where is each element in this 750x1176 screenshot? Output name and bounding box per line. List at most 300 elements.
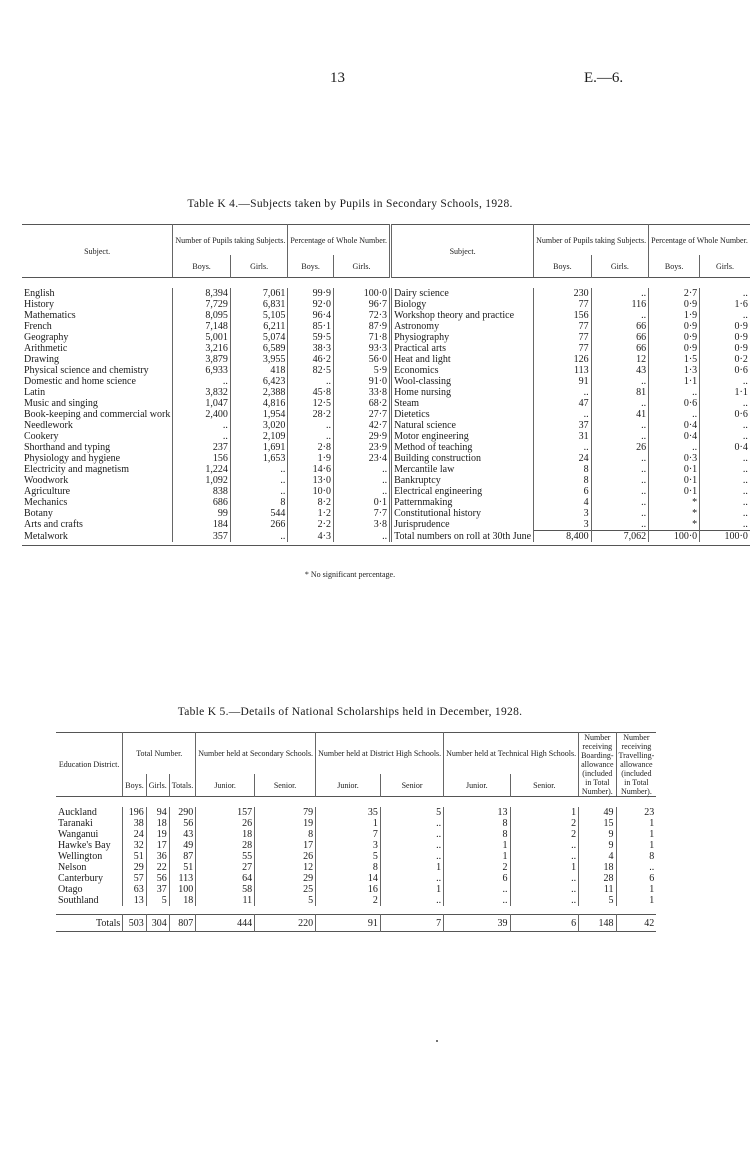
k4-head-percent: Percentage of Whole Number. xyxy=(288,225,391,256)
k4-cell-right: 81 xyxy=(591,387,649,398)
k4-cell-right: * xyxy=(649,519,700,531)
table-row xyxy=(56,884,656,895)
k5-cell: 26 xyxy=(196,818,255,829)
table-row xyxy=(22,343,750,354)
k4-cell-right: 1·1 xyxy=(649,376,700,387)
k4-cell: 85·1 xyxy=(288,321,334,332)
k4-head-girls-right: Girls. xyxy=(591,255,649,278)
k4-head-percent-right: Percentage of Whole Number. xyxy=(649,225,750,256)
k4-cell: 8·2 xyxy=(288,497,334,508)
k4-cell-right: 37 xyxy=(534,420,592,431)
k5-district: Hawke's Bay xyxy=(58,840,111,851)
k4-cell: 99 xyxy=(173,508,231,519)
k5-cell: 63 xyxy=(123,884,146,895)
k4-cell: 59·5 xyxy=(288,332,334,343)
k4-cell-right: .. xyxy=(591,431,649,442)
k5-cell: .. xyxy=(444,895,510,906)
k5-cell: 1 xyxy=(316,818,381,829)
k4-cell-right: .. xyxy=(591,376,649,387)
k4-subject-right: Bankruptcy xyxy=(391,475,534,486)
k5-cell: 55 xyxy=(196,851,255,862)
k5-cell: 29 xyxy=(123,862,146,873)
k4-cell-right: .. xyxy=(700,464,750,475)
k4-subject: Cookery xyxy=(24,431,59,442)
table-row xyxy=(22,497,750,508)
table-row xyxy=(56,829,656,840)
table-row xyxy=(22,365,750,376)
k5-cell: 27 xyxy=(196,862,255,873)
k4-cell-right: 3 xyxy=(534,519,592,531)
k4-cell: 2·8 xyxy=(288,442,334,453)
k4-subject-right: Workshop theory and practice xyxy=(391,310,534,321)
k4-cell: 7,729 xyxy=(173,299,231,310)
k5-cell: 38 xyxy=(123,818,146,829)
k4-subject-right: Biology xyxy=(391,299,534,310)
table-row xyxy=(22,299,750,310)
k4-head-girls-pct-right: Girls. xyxy=(700,255,750,278)
k5-cell: 7 xyxy=(316,829,381,840)
k4-cell: 100·0 xyxy=(333,288,390,299)
k4-subject-right: Jurisprudence xyxy=(391,519,534,531)
k5-cell: .. xyxy=(380,818,443,829)
k4-cell: 7·7 xyxy=(333,508,390,519)
k4-cell: 91·0 xyxy=(333,376,390,387)
k4-cell: 5,001 xyxy=(173,332,231,343)
k4-subject-right: Motor engineering xyxy=(391,431,534,442)
k4-cell: 1,092 xyxy=(173,475,231,486)
k5-cell: 3 xyxy=(316,840,381,851)
k4-cell: 544 xyxy=(230,508,288,519)
k5-head-travelling: Number receiving Travelling-allowance (included in Total Number). xyxy=(616,733,656,797)
k4-cell: 42·7 xyxy=(333,420,390,431)
k4-cell: 2,388 xyxy=(230,387,288,398)
k4-subject: Agriculture xyxy=(24,486,71,497)
k5-cell: .. xyxy=(616,862,656,873)
table-row xyxy=(22,519,750,531)
k5-total-cell: 39 xyxy=(444,915,510,932)
k5-cell: 1 xyxy=(616,818,656,829)
k5-district: Otago xyxy=(58,884,83,895)
k4-cell-right: .. xyxy=(591,420,649,431)
k5-cell: 100 xyxy=(169,884,195,895)
k5-total-cell: 807 xyxy=(169,915,195,932)
table-row xyxy=(22,431,750,442)
k5-cell: 157 xyxy=(196,807,255,818)
k5-head-girls: Girls. xyxy=(146,774,169,797)
k4-cell-right: 0·9 xyxy=(700,321,750,332)
k5-head-boarding: Number receiving Boarding-allowance (included in Total Number). xyxy=(579,733,616,797)
k4-cell: 23·4 xyxy=(333,453,390,464)
k5-cell: 196 xyxy=(123,807,146,818)
k5-cell: 43 xyxy=(169,829,195,840)
k4-cell-right: 0·9 xyxy=(649,299,700,310)
k4-cell: .. xyxy=(333,475,390,486)
k4-cell-right: 126 xyxy=(534,354,592,365)
k4-subject-right: Mercantile law xyxy=(391,464,534,475)
k4-head-subject-right: Subject. xyxy=(391,225,534,278)
k5-total-cell: 91 xyxy=(316,915,381,932)
k4-head-boys-pct-right: Boys. xyxy=(649,255,700,278)
k4-subject: Metalwork xyxy=(24,530,68,542)
k5-cell: 1 xyxy=(616,884,656,895)
k4-cell-right: 3 xyxy=(534,508,592,519)
k4-cell: 46·2 xyxy=(288,354,334,365)
k5-cell: 9 xyxy=(579,829,616,840)
k5-cell: 2 xyxy=(316,895,381,906)
k5-cell: 1 xyxy=(616,895,656,906)
k4-cell: 4·3 xyxy=(288,531,334,543)
k5-cell: 8 xyxy=(444,829,510,840)
k4-cell-right: .. xyxy=(700,497,750,508)
k4-cell: 8,394 xyxy=(173,288,231,299)
k4-cell: 838 xyxy=(173,486,231,497)
k5-head-technical: Number held at Technical High Schools. xyxy=(444,733,579,775)
k4-subject-right: Steam xyxy=(391,398,534,409)
k5-cell: 24 xyxy=(123,829,146,840)
k4-cell: 2,400 xyxy=(173,409,231,420)
k4-cell: 6,589 xyxy=(230,343,288,354)
k4-subject: Mathematics xyxy=(24,310,76,321)
k5-cell: 18 xyxy=(196,829,255,840)
k5-cell: 49 xyxy=(579,807,616,818)
table-row xyxy=(56,851,656,862)
k4-cell-right: 31 xyxy=(534,431,592,442)
k5-cell: .. xyxy=(380,851,443,862)
table-k4-title: Table K 4.—Subjects taken by Pupils in Secondary Schools, 1928. xyxy=(187,198,513,210)
k4-cell-right: 43 xyxy=(591,365,649,376)
k5-cell: 1 xyxy=(510,807,579,818)
k4-cell: .. xyxy=(173,420,231,431)
k4-cell-right: 26 xyxy=(591,442,649,453)
k4-cell: 7,061 xyxy=(230,288,288,299)
k4-cell: 2,109 xyxy=(230,431,288,442)
k5-cell: 49 xyxy=(169,840,195,851)
k5-cell: 29 xyxy=(255,873,316,884)
k4-total-label: Total numbers on roll at 30th June xyxy=(391,531,534,543)
k4-cell-right: 116 xyxy=(591,299,649,310)
k4-cell: 0·1 xyxy=(333,497,390,508)
k5-cell: .. xyxy=(380,829,443,840)
k5-total-cell: 503 xyxy=(123,915,146,932)
k4-cell-right: * xyxy=(649,508,700,519)
k5-district: Taranaki xyxy=(58,818,93,829)
k4-cell-right: .. xyxy=(700,420,750,431)
k4-cell-right: .. xyxy=(700,398,750,409)
k4-cell: .. xyxy=(230,486,288,497)
k4-cell: 10·0 xyxy=(288,486,334,497)
k4-cell: 29·9 xyxy=(333,431,390,442)
k5-cell: 17 xyxy=(146,840,169,851)
k5-cell: 5 xyxy=(255,895,316,906)
k5-cell: 28 xyxy=(579,873,616,884)
k4-cell: 1·2 xyxy=(288,508,334,519)
k5-cell: 8 xyxy=(316,862,381,873)
k4-subject-right: Patternmaking xyxy=(391,497,534,508)
k5-cell: 94 xyxy=(146,807,169,818)
k4-cell: 3,955 xyxy=(230,354,288,365)
k4-cell-right: .. xyxy=(649,442,700,453)
k4-cell-right: .. xyxy=(591,475,649,486)
k4-cell: .. xyxy=(230,531,288,543)
k5-head-district: Education District. xyxy=(56,733,123,797)
k4-total-cell: 100·0 xyxy=(649,531,700,543)
k4-cell: 3·8 xyxy=(333,519,390,531)
k4-cell: 71·8 xyxy=(333,332,390,343)
k5-cell: 36 xyxy=(146,851,169,862)
k4-cell-right: 6 xyxy=(534,486,592,497)
k4-footnote: * No significant percentage. xyxy=(304,570,396,579)
k5-district: Southland xyxy=(58,895,99,906)
k5-head-senior-sec: Senior. xyxy=(255,774,316,797)
k5-head-junior-tech: Junior. xyxy=(444,774,510,797)
k4-cell-right: 2·7 xyxy=(649,288,700,299)
k4-cell-right: 0·1 xyxy=(649,464,700,475)
k4-subject: Arts and crafts xyxy=(24,519,83,530)
table-row xyxy=(56,895,656,906)
k5-cell: 11 xyxy=(579,884,616,895)
k4-cell-right: 156 xyxy=(534,310,592,321)
k5-head-district-high: Number held at District High Schools. xyxy=(316,733,444,775)
k5-district: Nelson xyxy=(58,862,87,873)
k4-cell-right: .. xyxy=(700,508,750,519)
k4-head-subject: Subject. xyxy=(22,225,173,278)
k5-district: Canterbury xyxy=(58,873,103,884)
k5-total-cell: 6 xyxy=(510,915,579,932)
k5-cell: .. xyxy=(510,895,579,906)
k4-subject-right: Dietetics xyxy=(391,409,534,420)
k4-subject-right: Physiography xyxy=(391,332,534,343)
k4-cell-right: 66 xyxy=(591,332,649,343)
k5-cell: 58 xyxy=(196,884,255,895)
k4-cell: .. xyxy=(173,376,231,387)
table-row xyxy=(22,387,750,398)
k4-cell: 3,879 xyxy=(173,354,231,365)
k4-cell-right: 4 xyxy=(534,497,592,508)
k5-cell: 2 xyxy=(510,818,579,829)
k5-cell: 290 xyxy=(169,807,195,818)
k4-cell-right: .. xyxy=(700,288,750,299)
k5-cell: 11 xyxy=(196,895,255,906)
k4-subject-right: Home nursing xyxy=(391,387,534,398)
k4-cell: 3,832 xyxy=(173,387,231,398)
k5-cell: 18 xyxy=(169,895,195,906)
k5-cell: 79 xyxy=(255,807,316,818)
k4-cell: 28·2 xyxy=(288,409,334,420)
k4-cell: .. xyxy=(230,475,288,486)
k4-cell: 6,211 xyxy=(230,321,288,332)
k4-cell-right: 1·5 xyxy=(649,354,700,365)
k4-cell-right: 0·9 xyxy=(649,332,700,343)
k4-cell-right: 0·2 xyxy=(700,354,750,365)
k5-cell: 18 xyxy=(579,862,616,873)
k5-cell: 64 xyxy=(196,873,255,884)
k4-cell-right: 77 xyxy=(534,299,592,310)
k5-cell: 51 xyxy=(169,862,195,873)
k4-cell: 1,691 xyxy=(230,442,288,453)
k4-cell-right: .. xyxy=(649,409,700,420)
k4-cell-right: .. xyxy=(591,398,649,409)
k4-subject: Drawing xyxy=(24,354,59,365)
k5-cell: .. xyxy=(510,851,579,862)
k4-cell-right: 66 xyxy=(591,343,649,354)
k5-cell: 8 xyxy=(255,829,316,840)
k4-subject-right: Heat and light xyxy=(391,354,534,365)
k4-cell: 12·5 xyxy=(288,398,334,409)
k4-subject: Geography xyxy=(24,332,69,343)
k4-cell-right: 0·4 xyxy=(649,420,700,431)
k5-cell: 26 xyxy=(255,851,316,862)
k4-cell-right: 12 xyxy=(591,354,649,365)
k4-cell: 23·9 xyxy=(333,442,390,453)
k4-cell-right: .. xyxy=(700,431,750,442)
k5-cell: 37 xyxy=(146,884,169,895)
k5-cell: 19 xyxy=(146,829,169,840)
k4-cell: .. xyxy=(333,486,390,497)
k5-district: Wanganui xyxy=(58,829,99,840)
k5-cell: 32 xyxy=(123,840,146,851)
k5-cell: 6 xyxy=(444,873,510,884)
k4-cell: 93·3 xyxy=(333,343,390,354)
k4-subject-right: Natural science xyxy=(391,420,534,431)
k4-subject: Mechanics xyxy=(24,497,68,508)
k4-cell: 45·8 xyxy=(288,387,334,398)
k4-cell: 3,020 xyxy=(230,420,288,431)
k5-cell: 5 xyxy=(316,851,381,862)
k4-subject: Botany xyxy=(24,508,53,519)
table-row xyxy=(22,442,750,453)
k5-cell: 35 xyxy=(316,807,381,818)
k4-cell: 72·3 xyxy=(333,310,390,321)
k4-head-girls: Girls. xyxy=(230,255,288,278)
k4-cell-right: .. xyxy=(700,453,750,464)
table-row xyxy=(56,807,656,818)
k4-cell-right: 41 xyxy=(591,409,649,420)
k5-cell: 1 xyxy=(510,862,579,873)
k5-cell: .. xyxy=(510,840,579,851)
k4-cell-right: 77 xyxy=(534,332,592,343)
k4-cell-right: 0·9 xyxy=(649,343,700,354)
k4-cell-right: .. xyxy=(534,442,592,453)
k5-cell: 1 xyxy=(444,840,510,851)
k4-cell-right: 1·9 xyxy=(649,310,700,321)
k4-head-boys-right: Boys. xyxy=(534,255,592,278)
table-row xyxy=(22,531,750,543)
k4-cell-right: 0·6 xyxy=(700,409,750,420)
table-row xyxy=(56,818,656,829)
table-k4 xyxy=(22,224,750,546)
k5-cell: 1 xyxy=(380,884,443,895)
k4-cell-right: .. xyxy=(534,409,592,420)
k5-cell: .. xyxy=(444,884,510,895)
k5-cell: 13 xyxy=(123,895,146,906)
k4-cell-right: 0·3 xyxy=(649,453,700,464)
table-row xyxy=(22,475,750,486)
k4-cell: 5·9 xyxy=(333,365,390,376)
table-k5-title: Table K 5.—Details of National Scholarships held in December, 1928. xyxy=(177,706,523,718)
k4-cell: .. xyxy=(333,531,390,543)
k5-total-cell: 444 xyxy=(196,915,255,932)
k4-cell: 2·2 xyxy=(288,519,334,531)
k4-cell-right: 0·4 xyxy=(649,431,700,442)
k5-cell: 13 xyxy=(444,807,510,818)
k4-cell: 156 xyxy=(173,453,231,464)
k4-cell: 6,831 xyxy=(230,299,288,310)
stray-mark xyxy=(436,1040,438,1042)
k4-head-number-right: Number of Pupils taking Subjects. xyxy=(534,225,649,256)
k5-cell: 15 xyxy=(579,818,616,829)
k4-cell-right: 0·9 xyxy=(700,332,750,343)
k4-cell-right: 1·1 xyxy=(700,387,750,398)
page-reference: E.—6. xyxy=(584,70,624,86)
table-row xyxy=(22,464,750,475)
k5-cell: 1 xyxy=(380,862,443,873)
k5-cell: 1 xyxy=(616,829,656,840)
k4-cell: 1,653 xyxy=(230,453,288,464)
k5-total-cell: 42 xyxy=(616,915,656,932)
k4-subject-right: Wool-classing xyxy=(391,376,534,387)
k5-cell: 56 xyxy=(169,818,195,829)
table-row xyxy=(22,288,750,299)
k4-subject: French xyxy=(24,321,52,332)
k5-total-cell: 304 xyxy=(146,915,169,932)
k4-cell-right: .. xyxy=(700,310,750,321)
k4-total-cell: 7,062 xyxy=(591,531,649,543)
k5-head-totals: Totals. xyxy=(169,774,195,797)
k4-cell: 3,216 xyxy=(173,343,231,354)
k4-cell-right: 1·6 xyxy=(700,299,750,310)
k4-subject-right: Astronomy xyxy=(391,321,534,332)
table-row xyxy=(22,409,750,420)
k4-subject: Arithmetic xyxy=(24,343,68,354)
k5-cell: .. xyxy=(380,895,443,906)
k5-cell: 23 xyxy=(616,807,656,818)
k4-cell: 99·9 xyxy=(288,288,334,299)
k5-district: Wellington xyxy=(58,851,103,862)
k4-cell: 237 xyxy=(173,442,231,453)
k5-totals-row xyxy=(56,915,656,932)
k5-head-junior-dhs: Junior. xyxy=(316,774,381,797)
k4-cell-right: 8 xyxy=(534,475,592,486)
k4-cell: 13·0 xyxy=(288,475,334,486)
k5-cell: 5 xyxy=(380,807,443,818)
table-row xyxy=(56,840,656,851)
k4-cell: .. xyxy=(230,464,288,475)
k4-cell: .. xyxy=(288,431,334,442)
table-row xyxy=(22,310,750,321)
k4-cell-right: .. xyxy=(534,387,592,398)
k4-cell-right: .. xyxy=(591,486,649,497)
k5-totals-label: Totals xyxy=(96,917,121,929)
k4-cell: 7,148 xyxy=(173,321,231,332)
table-row xyxy=(22,508,750,519)
k5-cell: 25 xyxy=(255,884,316,895)
k5-total-cell: 220 xyxy=(255,915,316,932)
k5-cell: 8 xyxy=(444,818,510,829)
k4-cell: 33·8 xyxy=(333,387,390,398)
k4-cell-right: 77 xyxy=(534,321,592,332)
k4-cell: 1,954 xyxy=(230,409,288,420)
k4-total-cell: 100·0 xyxy=(700,531,750,543)
k4-cell: 14·6 xyxy=(288,464,334,475)
k5-cell: 57 xyxy=(123,873,146,884)
k4-cell-right: .. xyxy=(591,288,649,299)
table-row xyxy=(22,376,750,387)
k5-cell: 6 xyxy=(616,873,656,884)
k4-cell-right: .. xyxy=(591,453,649,464)
k4-subject: English xyxy=(24,288,55,299)
k5-cell: 2 xyxy=(444,862,510,873)
k5-cell: 16 xyxy=(316,884,381,895)
